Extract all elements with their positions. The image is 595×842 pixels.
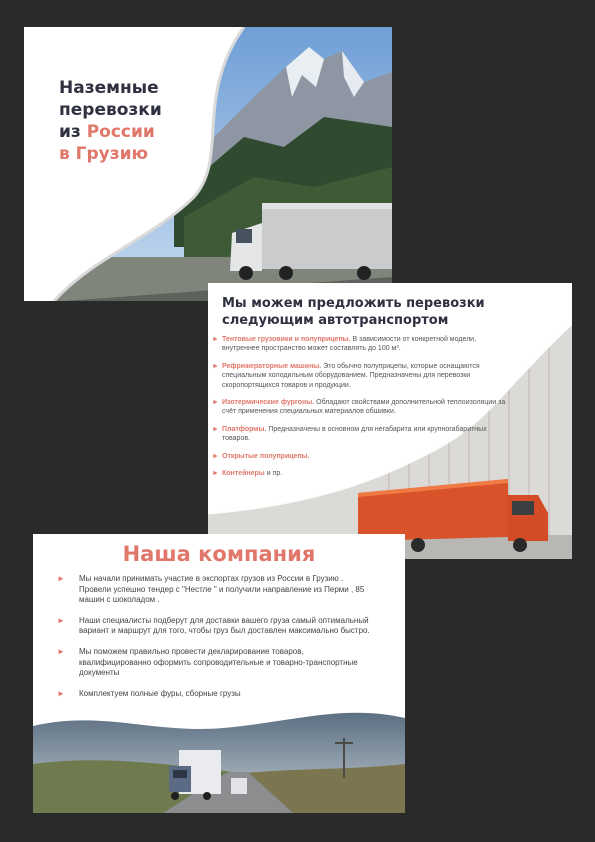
- bullet-arrow-icon: ►: [212, 425, 219, 433]
- title-line-4: в Грузию: [59, 144, 149, 164]
- list-item: [57, 689, 377, 700]
- item-text: Комплектуем полные фуры, сборные грузы: [79, 688, 241, 698]
- title-line-3-accent: России: [86, 122, 155, 142]
- item-text: и пр.: [264, 470, 283, 478]
- title-line-1: Наземные: [59, 78, 159, 98]
- bullet-arrow-icon: ►: [57, 615, 65, 625]
- title-line-2: перевозки: [59, 100, 162, 120]
- bullet-arrow-icon: ►: [212, 470, 219, 478]
- bullet-arrow-icon: ►: [57, 574, 65, 583]
- list-item: [57, 647, 377, 679]
- list-item: [214, 425, 514, 444]
- item-highlight: Открытые полуприцепы.: [222, 452, 310, 460]
- title-line-3-plain: из: [59, 122, 87, 142]
- bullet-arrow-icon: ►: [57, 688, 65, 698]
- item-highlight: Тентовые грузовики и полуприцепы.: [222, 336, 351, 343]
- list-item: [57, 574, 377, 606]
- bullet-arrow-icon: ►: [212, 399, 219, 407]
- bullet-arrow-icon: ►: [212, 452, 219, 460]
- transport-list: [214, 335, 514, 486]
- slide-heading: Наша компания: [122, 542, 316, 566]
- company-list: [57, 574, 377, 709]
- slide-title: [59, 77, 209, 165]
- list-item: [214, 398, 514, 417]
- item-text: Предназначены в основном для негабарита или крупногабаритных товаров.: [222, 425, 487, 443]
- list-item: [214, 469, 514, 478]
- item-highlight: Контейнеры: [222, 470, 265, 478]
- item-text: Мы начали принимать участие в экспортах грузов из России в Грузию . Провели успешно тендер с "Нестле " и получили направление из Перми , 85 машин с шоколадом .: [79, 574, 365, 605]
- list-item: [214, 335, 514, 354]
- title-line-3: [59, 121, 209, 143]
- slide-transport-types: [208, 283, 572, 559]
- item-highlight: Платформы.: [222, 425, 267, 433]
- item-highlight: Изотермические фургоны.: [222, 399, 315, 407]
- item-text: Обладают свойствами дополнительной теплоизоляции за счёт применения специальных материалов обшивки.: [222, 399, 506, 416]
- bullet-arrow-icon: ►: [212, 336, 219, 343]
- item-highlight: Рефрижераторные машины.: [222, 362, 322, 370]
- item-text: Наши специалисты подберут для доставки вашего груза самый оптимальный вариант и маршрут для того, чтобы груз был доставлен максимально быстро.: [79, 615, 370, 636]
- list-item: [214, 452, 514, 461]
- item-text: Это обычно полуприцепы, которые оснащаются специальным холодильным оборудованием. Предназначены для перевозки скоропортящихся товаров и продукции.: [222, 362, 480, 389]
- slide-our-company: [33, 534, 405, 813]
- bullet-arrow-icon: ►: [57, 646, 65, 656]
- item-text: В зависимости от конкретной модели, внутреннее пространство может составлять до 100 м³.: [222, 336, 477, 353]
- item-text: Мы поможем правильно провести декларирование товаров, квалифицированно оформить сопроводительные и товарно-транспортные документы: [79, 646, 358, 678]
- bullet-arrow-icon: ►: [212, 362, 219, 370]
- slide-ground-transport: [24, 27, 392, 301]
- slide-heading: Мы можем предложить перевозки следующим автотранспортом: [222, 296, 485, 328]
- list-item: [57, 616, 377, 637]
- list-item: [214, 362, 514, 390]
